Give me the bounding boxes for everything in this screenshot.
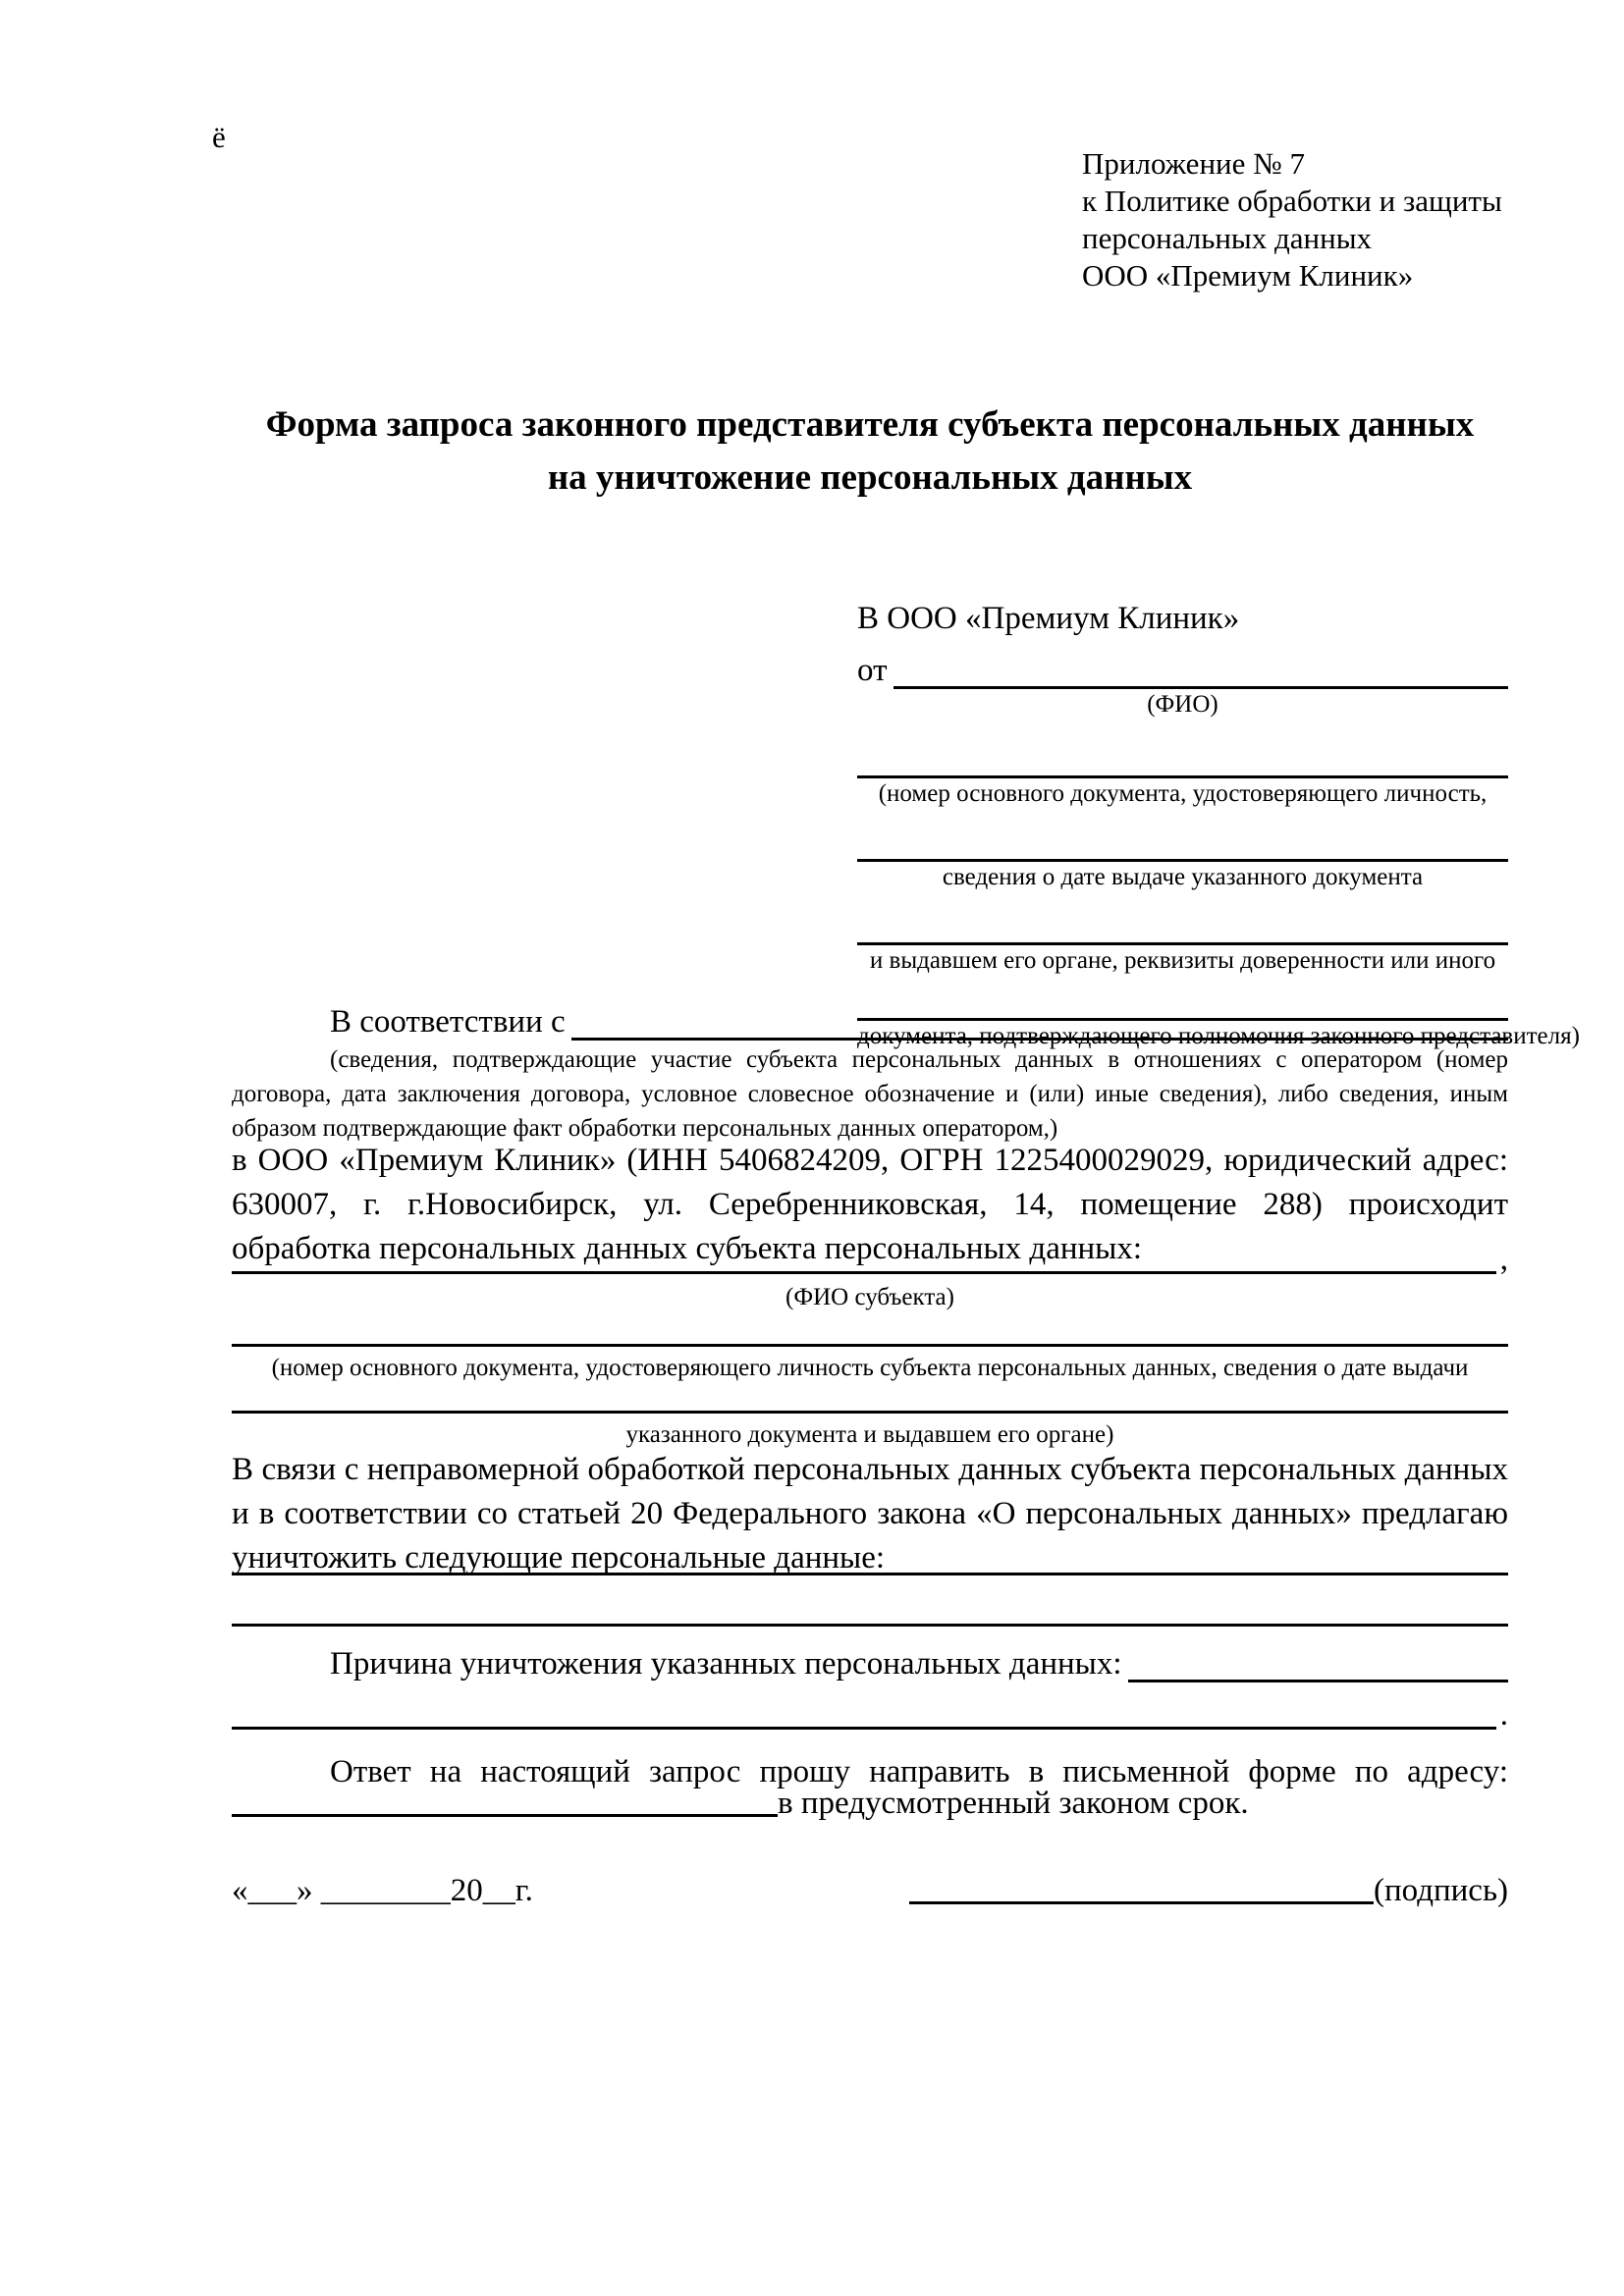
doc-caption-3: и выдавшем его органе, реквизиты доверенности или иного xyxy=(869,947,1496,974)
subject-doc-caption-2: указанного документа и выдавшем его органе) xyxy=(625,1421,1114,1448)
reply-tail: в предусмотренный законом срок. xyxy=(778,1786,1249,1821)
accordance-line xyxy=(232,997,1508,1041)
reply-address-blank-line xyxy=(232,1814,778,1817)
reason-line xyxy=(232,1639,1508,1682)
from-blank-line xyxy=(893,646,1509,689)
appendix-line: Приложение № 7 xyxy=(1082,146,1305,181)
appendix-line: к Политике обработки и защиты xyxy=(1082,184,1502,218)
date-line: «___» ________20__г. xyxy=(232,1873,533,1908)
reply-address-line xyxy=(232,1781,1508,1822)
reason-label: Причина уничтожения указанных персональных данных: xyxy=(330,1646,1122,1682)
accordance-label: В соответствии с xyxy=(330,1004,566,1040)
unlawful-paragraph: В связи с неправомерной обработкой персональных данных субъекта персональных данных и в соответствии со статьей 20 Федерального закона «О персональных данных» предлагаю уничтожить следующие персональные данные: xyxy=(232,1452,1508,1575)
subject-doc-caption-1: (номер основного документа, удостоверяющего личность субъекта персональных данных, сведения о дате выдачи xyxy=(271,1355,1469,1381)
accordance-caption: (сведения, подтверждающие участие субъекта персональных данных в отношениях с оператором (номер договора, дата заключения договора, условное словесное обозначение и (или) иные сведения), либо сведения, иным образом подтверждающие факт обработки персональных данных оператором,) xyxy=(232,1046,1508,1142)
reason-blank-line xyxy=(1128,1639,1508,1682)
signature-group xyxy=(909,1873,1508,1909)
signature-caption: (подпись) xyxy=(1374,1873,1508,1908)
doc-caption-4: документа, подтверждающего полномочия законного представителя) xyxy=(857,1023,1580,1049)
reason-continuation-line xyxy=(232,1698,1508,1734)
recipient-to: В ООО «Премиум Клиник» xyxy=(857,601,1240,636)
recipient-block xyxy=(857,601,1580,1052)
appendix-line: персональных данных xyxy=(1082,221,1373,255)
doc-caption-2: сведения о дате выдаче указанного документа xyxy=(942,864,1424,890)
subject-fio-line xyxy=(232,1243,1508,1278)
subject-fio-caption: (ФИО субъекта) xyxy=(785,1284,954,1310)
accordance-blank-line xyxy=(571,997,1508,1041)
destroy-data-blank-line xyxy=(232,1624,1508,1627)
from-line xyxy=(857,646,1508,689)
page-title-line-1: Форма запроса законного представителя субъекта персональных данных xyxy=(265,404,1475,445)
page-title-line-2: на уничтожение персональных данных xyxy=(547,457,1193,498)
reply-paragraph: Ответ на настоящий запрос прошу направить в письменной форме по адресу: xyxy=(330,1754,1508,1789)
fio-line-comma: , xyxy=(1499,1242,1508,1277)
reason-blank-line-2 xyxy=(232,1727,1496,1730)
operator-paragraph: в ООО «Премиум Клиник» (ИНН 5406824209, ОГРН 1225400029029, юридический адрес: 630007, г. г.Новосибирск, ул. Серебренниковская, 14, помещение 288) происходит обработка персональных данных субъекта персональных данных: xyxy=(232,1143,1508,1266)
appendix-block xyxy=(1082,145,1502,294)
appendix-line: ООО «Премиум Клиник» xyxy=(1082,258,1414,293)
subject-fio-blank-line xyxy=(232,1271,1496,1274)
reason-line-period: . xyxy=(1499,1697,1508,1733)
from-label: от xyxy=(857,653,888,688)
fio-caption: (ФИО) xyxy=(1147,691,1218,718)
blank-line xyxy=(232,1344,1508,1347)
page-title xyxy=(232,399,1508,505)
destroy-data-blank-line xyxy=(232,1573,1508,1575)
signature-blank-line xyxy=(909,1901,1374,1904)
blank-line xyxy=(232,1411,1508,1414)
footer-row xyxy=(232,1873,1508,1909)
stray-char: ё xyxy=(212,120,226,154)
doc-caption-1: (номер основного документа, удостоверяющего личность, xyxy=(878,780,1488,807)
